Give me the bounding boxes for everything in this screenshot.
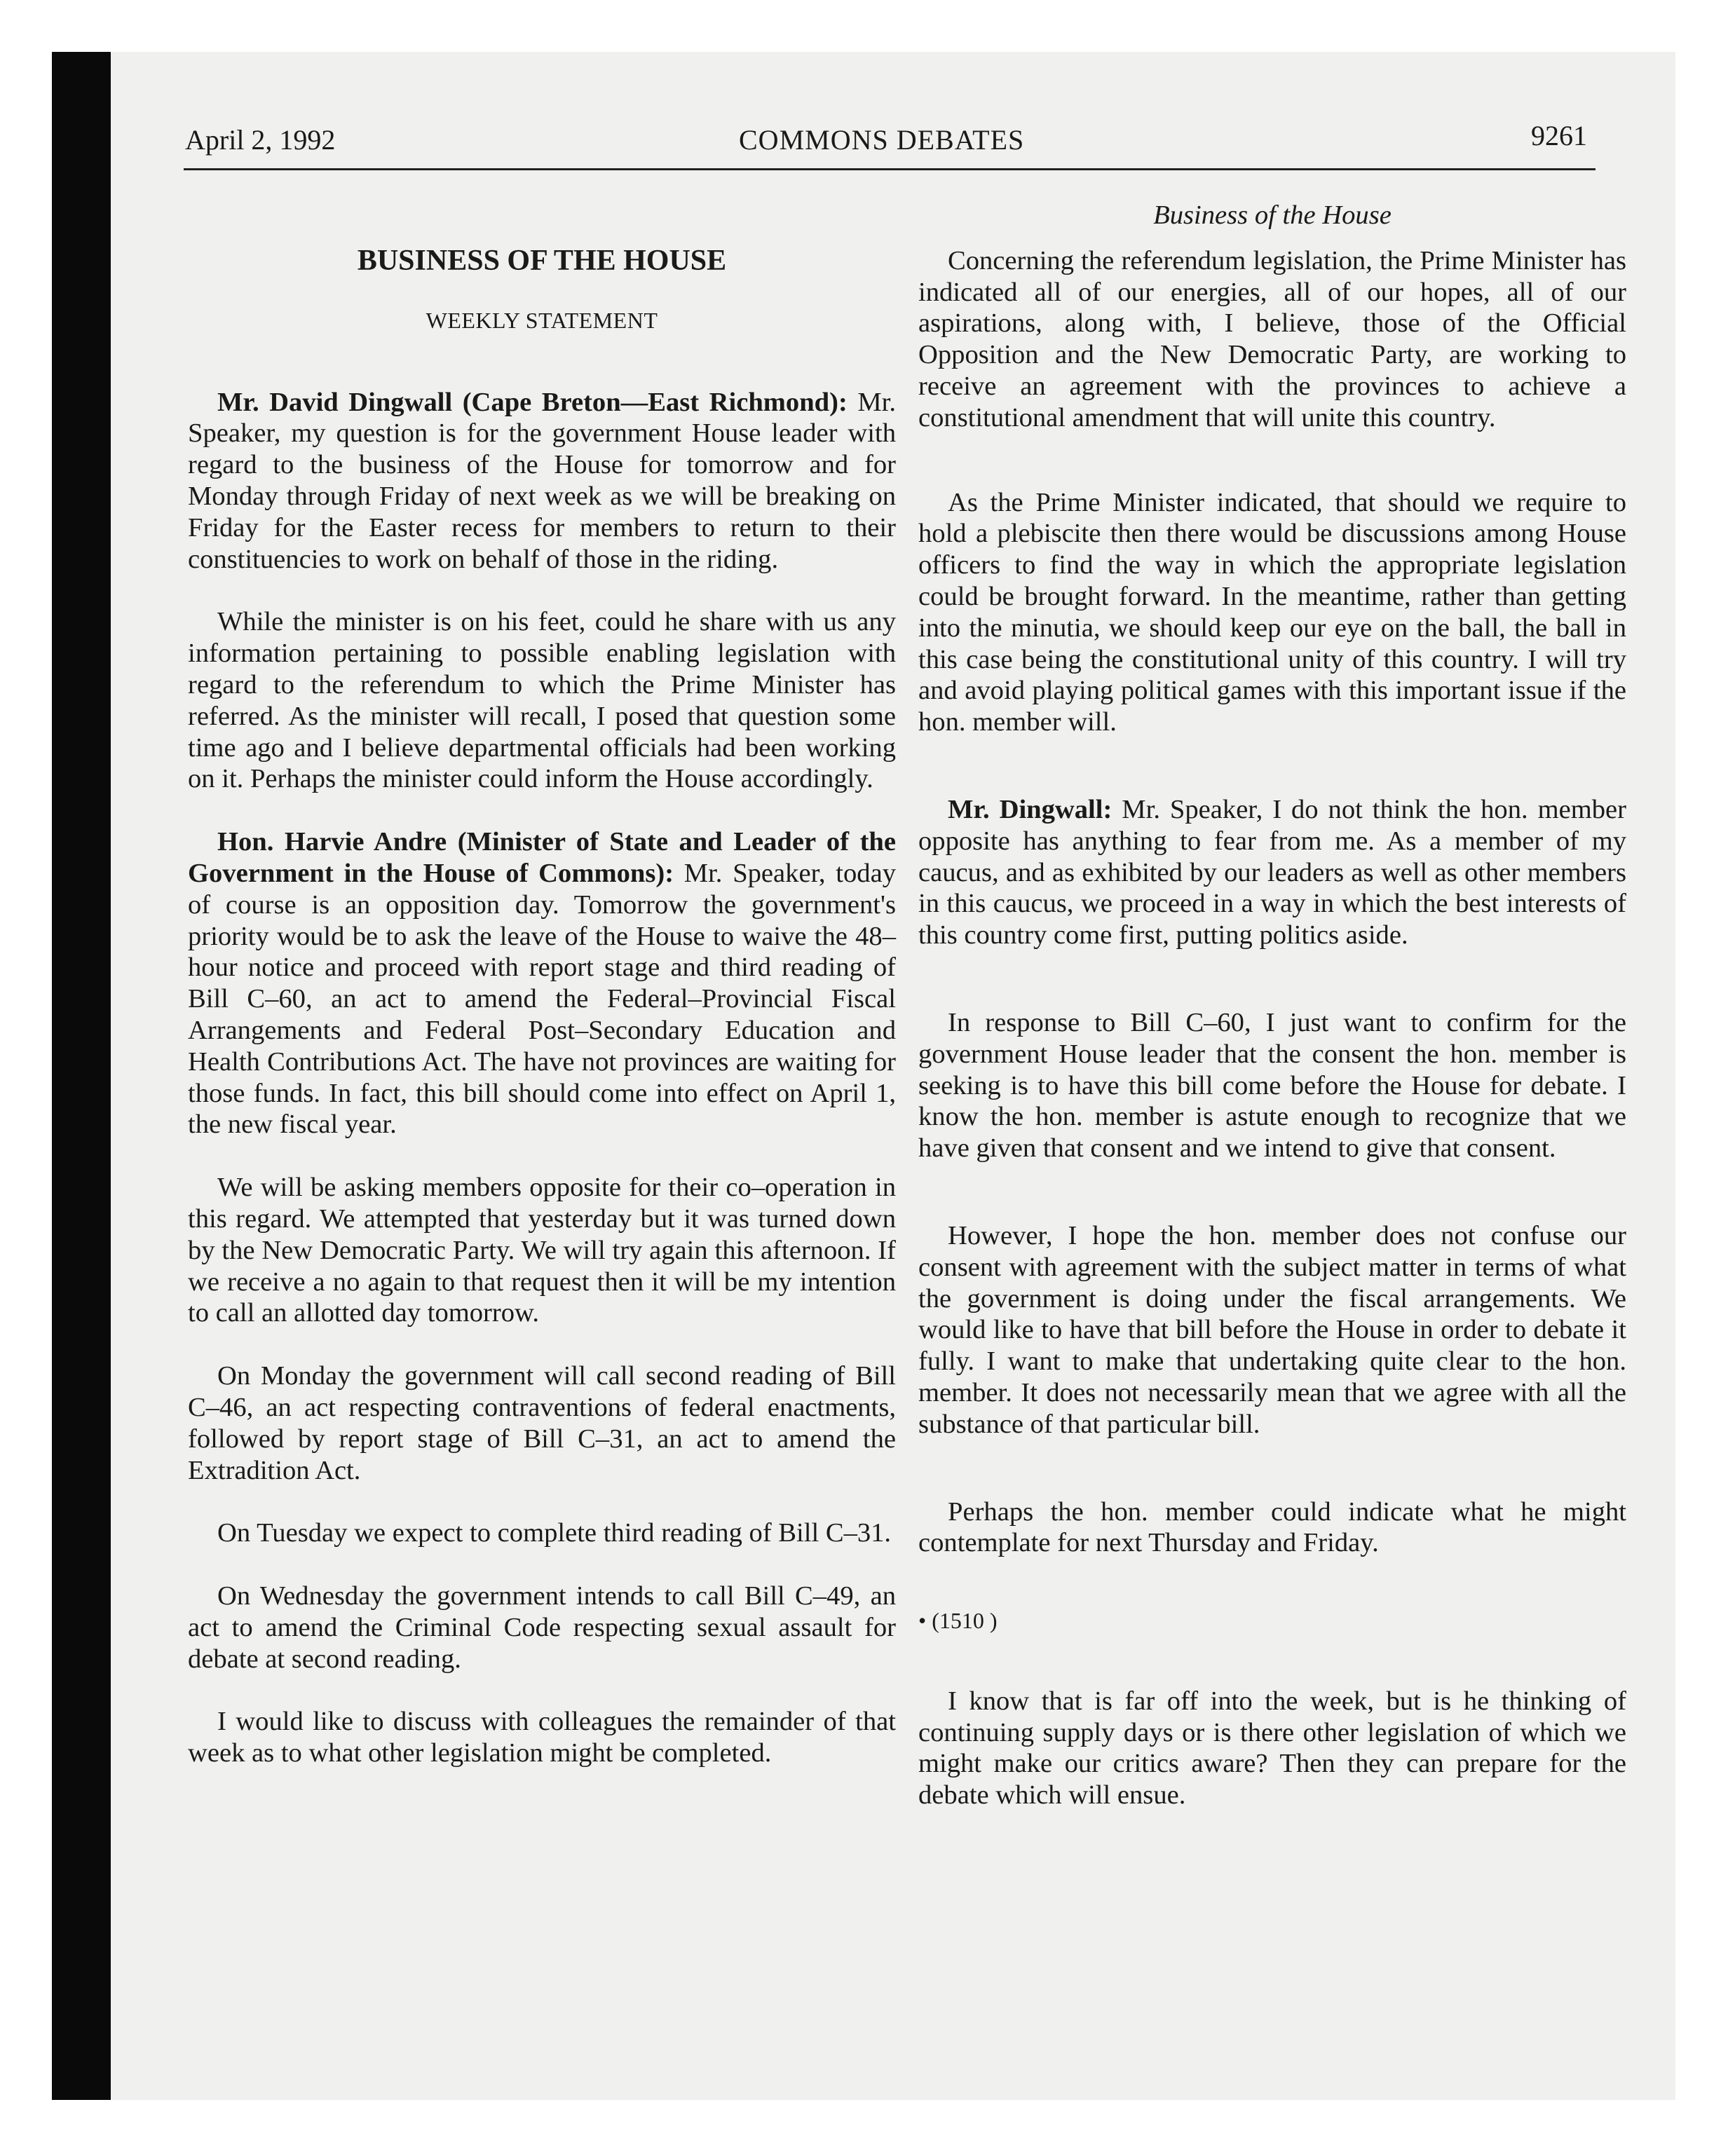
speaker-name: Mr. Dingwall: <box>948 794 1113 824</box>
paragraph <box>918 794 1626 951</box>
paragraph: Perhaps the hon. member could indicate what he might contemplate for next Thursday and Friday. <box>918 1496 1626 1558</box>
paragraph-text: Mr. Speaker, today of course is an opposition day. Tomorrow the government's priority would be to ask the leave of the House to waive the 48–hour notice and proceed with report stage and third reading of Bill C–60, an act to amend the Federal–Provincial Fiscal Arrangements and Federal Post–Secondary Education and Health Contributions Act. The have not provinces are waiting for those funds. In fact, this bill should come into effect on April 1, the new fiscal year. <box>188 858 896 1140</box>
paragraph: While the minister is on his feet, could he share with us any information pertaining to possible enabling legislation with regard to the referendum to which the Prime Minister has referred. As the minister will recall, I posed that question some time ago and I believe departmental officials had been working on it. Perhaps the minister could inform the House accordingly. <box>188 607 896 794</box>
paragraph: On Monday the government will call second reading of Bill C–46, an act respecting contraventions of federal enactments, followed by report stage of Bill C–31, an act to amend the Extradition Act. <box>188 1361 896 1485</box>
header-rule <box>184 168 1595 170</box>
left-column <box>188 238 896 1769</box>
header-title: COMMONS DEBATES <box>739 124 1025 156</box>
speaker-name: Hon. Harvie Andre (Minister of State and Leader of the Government in the House of Commons): <box>188 827 896 888</box>
paragraph: We will be asking members opposite for their co–operation in this regard. We attempted that yesterday but it was turned down by the New Democratic Party. We will try again this afternoon. If we receive a no again to that request then it will be my intention to call an allotted day tomorrow. <box>188 1173 896 1328</box>
paragraph: I know that is far off into the week, but is he thinking of continuing supply days or is there other legislation of which we might make our critics aware? Then they can prepare for the debate which will ensue. <box>918 1686 1626 1810</box>
paragraph: In response to Bill C–60, I just want to confirm for the government House leader that the consent the hon. member is seeking is to have this bill come before the House for debate. I know the hon. member is astute enough to recognize that we have given that consent and we intend to give that consent. <box>918 1007 1626 1164</box>
right-column <box>918 200 1626 1811</box>
section-title: BUSINESS OF THE HOUSE <box>357 245 727 277</box>
running-head: Business of the House <box>1153 200 1392 230</box>
paragraph: However, I hope the hon. member does not confuse our consent with agreement with the subject matter in terms of what the government is doing under the fiscal arrangements. We would like to have that bill before the House in order to debate it fully. I want to make that undertaking quite clear to the hon. member. It does not necessarily mean that we agree with all the substance of that particular bill. <box>918 1220 1626 1439</box>
paragraph: I would like to discuss with colleagues the remainder of that week as to what other legislation might be completed. <box>188 1707 896 1768</box>
scan-binding-edge <box>52 52 111 2100</box>
paragraph-text: Mr. Speaker, my question is for the government House leader with regard to the business of the House for tomorrow and for Monday through Friday of next week as we will be breaking on Friday for the Easter recess for members to return to their constituencies to work on behalf of those in the riding. <box>188 387 897 574</box>
header-date: April 2, 1992 <box>185 124 336 156</box>
speaker-name: Mr. David Dingwall (Cape Breton—East Richmond): <box>217 387 848 417</box>
paragraph: On Tuesday we expect to complete third reading of Bill C–31. <box>217 1518 892 1548</box>
section-subtitle: WEEKLY STATEMENT <box>426 307 658 333</box>
paragraph <box>188 387 896 575</box>
paragraph <box>188 826 896 1140</box>
paragraph: As the Prime Minister indicated, that should we require to hold a plebiscite then there would be discussions among House officers to find the way in which the appropriate legislation could be brought forward. In the meantime, rather than getting into the minutia, we should keep our eye on the ball, the ball in this case being the constitutional unity of this country. I will try and avoid playing political games with this important issue if the hon. member will. <box>918 487 1626 737</box>
time-marker: • (1510 ) <box>918 1608 998 1634</box>
paragraph-text: Mr. Speaker, I do not think the hon. member opposite has anything to fear from me. As a member of my caucus, and as exhibited by our leaders as well as other members in this caucus, we proceed in a way in which the best interests of this country come first, putting politics aside. <box>918 794 1626 950</box>
header-page-number: 9261 <box>1531 120 1587 151</box>
paragraph: On Wednesday the government intends to call Bill C–49, an act to amend the Criminal Code respecting sexual assault for debate at second reading. <box>188 1581 896 1674</box>
paragraph: Concerning the referendum legislation, the Prime Minister has indicated all of our energies, all of our hopes, all of our aspirations, along with, I believe, those of the Official Opposition and the New Democratic Party, are working to receive an agreement with the provinces to achieve a constitutional amendment that will unite this country. <box>918 245 1626 432</box>
